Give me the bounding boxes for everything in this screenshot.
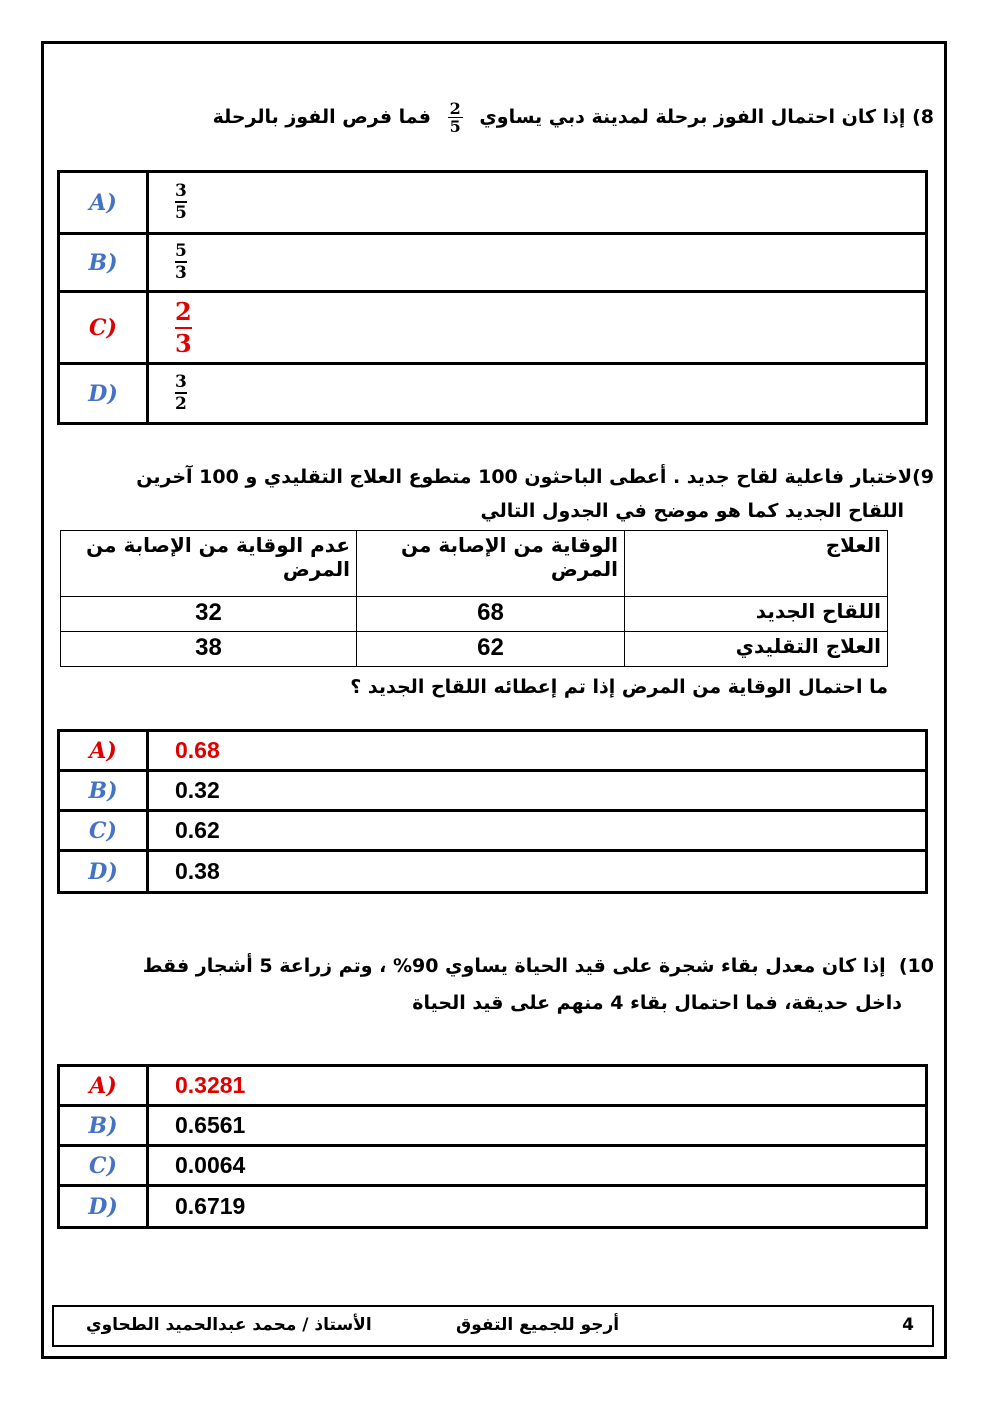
option-value: 0.6719 [148,1186,927,1228]
table-cell: 62 [357,632,625,667]
table-row [61,632,888,667]
option-label: D) [59,851,148,893]
option-row[interactable] [59,234,927,292]
option-row[interactable] [59,811,927,851]
option-row[interactable] [59,1106,927,1146]
table-cell: اللقاح الجديد [625,597,888,632]
table-cell: 38 [61,632,357,667]
option-value: 0.0064 [148,1146,927,1186]
q10-options [57,1064,928,1229]
q8-number: 8) [912,106,934,128]
footer-teacher: الأستاذ / محمد عبدالحميد الطحاوي [86,1315,372,1335]
q10-line1: إذا كان معدل بقاء شجرة على قيد الحياة يساوي 90% ، وتم زراعة 5 أشجار فقط [142,955,886,977]
option-fraction: $\frac{3}{5}$ [175,181,187,223]
option-label: D) [59,364,148,424]
option-label: B) [59,1106,148,1146]
q9-question: ما احتمال الوقاية من المرض إذا تم إعطائه اللقاح الجديد ؟ [350,676,888,698]
option-label: C) [59,292,148,364]
option-value: 0.6561 [148,1106,927,1146]
q10-text [143,951,934,981]
q8-fraction: $\frac{2}{5}$ [449,99,461,136]
table-header: الوقاية من الإصابة من المرض [357,531,625,597]
table-cell: العلاج التقليدي [625,632,888,667]
option-label: C) [59,1146,148,1186]
q9-data-table [60,530,888,667]
q8-options [57,170,928,425]
q10-line2: داخل حديقة، فما احتمال بقاء 4 منهم على قيد الحياة [412,992,902,1014]
footer-page-number: 4 [902,1315,914,1335]
table-header: العلاج [625,531,888,597]
option-value: 0.32 [148,771,927,811]
option-row[interactable] [59,771,927,811]
option-row[interactable] [59,1146,927,1186]
table-cell: 68 [357,597,625,632]
option-fraction: $\frac{2}{3}$ [175,296,192,358]
option-label: B) [59,771,148,811]
q10-number: 10) [898,955,934,977]
option-value: 0.38 [148,851,927,893]
table-cell: 32 [61,597,357,632]
option-label: B) [59,234,148,292]
option-row-correct[interactable] [59,731,927,771]
option-fraction: $\frac{3}{2}$ [175,372,187,414]
option-value: 0.68 [148,731,927,771]
option-label: A) [59,731,148,771]
option-row[interactable] [59,851,927,893]
option-row[interactable] [59,172,927,234]
page-footer [52,1305,934,1347]
q8-text-part2: فما فرص الفوز بالرحلة [212,106,431,128]
option-value: 0.62 [148,811,927,851]
option-fraction: $\frac{5}{3}$ [175,241,187,283]
table-header: عدم الوقاية من الإصابة من المرض [61,531,357,597]
footer-wish: أرجو للجميع التفوق [456,1315,620,1335]
option-label: D) [59,1186,148,1228]
q9-line1: لاختبار فاعلية لقاح جديد . أعطى الباحثون 100 متطوع العلاج التقليدي و 100 آخرين [136,466,913,488]
option-row[interactable] [59,364,927,424]
q8-text [213,100,934,135]
q8-text-part1: إذا كان احتمال الفوز برحلة لمدينة دبي يساوي [479,106,906,128]
q9-text [136,462,934,492]
q9-options [57,729,928,894]
option-row-correct[interactable] [59,292,927,364]
option-label: A) [59,172,148,234]
option-label: C) [59,811,148,851]
option-label: A) [59,1066,148,1106]
option-row-correct[interactable] [59,1066,927,1106]
option-value: 0.3281 [148,1066,927,1106]
q9-number: 9) [912,466,934,488]
q9-line2: اللقاح الجديد كما هو موضح في الجدول التالي [480,500,904,522]
table-row [61,597,888,632]
option-row[interactable] [59,1186,927,1228]
